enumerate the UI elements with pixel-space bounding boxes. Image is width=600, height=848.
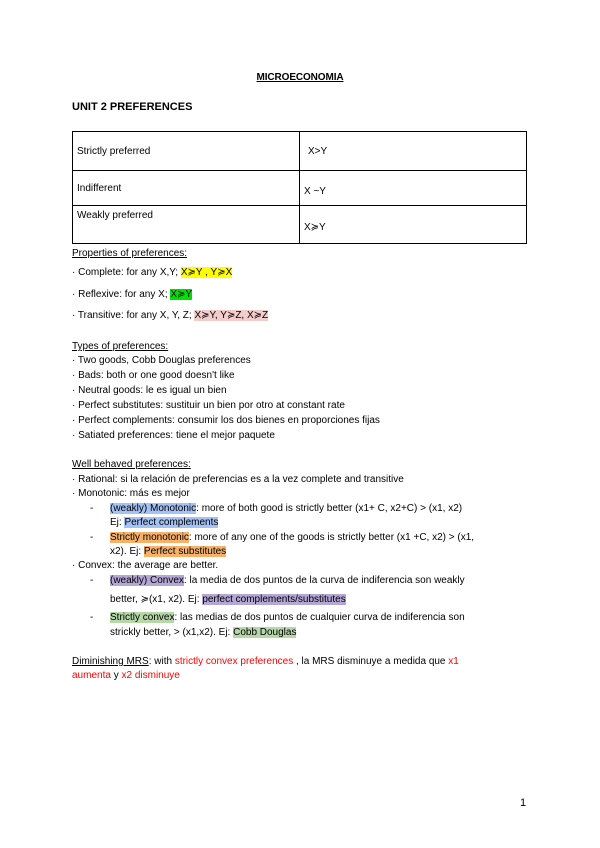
item-text: , la MRS disminuye a medida que bbox=[293, 656, 449, 667]
table-cell-label: Strictly preferred bbox=[73, 132, 300, 171]
list-item: · Satiated preferences: tiene el mejor paquete bbox=[72, 430, 275, 441]
item-text: : more of both good is strictly better (x1+ C, x2+C) > (x1, x2) bbox=[196, 503, 463, 514]
item-text: y bbox=[110, 670, 122, 681]
dash-bullet: - bbox=[90, 503, 94, 514]
dash-bullet: - bbox=[90, 532, 94, 543]
list-item: · Two goods, Cobb Douglas preferences bbox=[72, 355, 251, 366]
well-behaved-heading: Well behaved preferences: bbox=[72, 459, 191, 470]
highlight: Perfect substitutes bbox=[143, 546, 227, 557]
red-text: strictly convex preferences bbox=[174, 656, 294, 667]
highlight: X≽Y , Y≽X bbox=[180, 267, 233, 278]
highlight: Perfect complements bbox=[124, 517, 219, 528]
properties-heading: Properties of preferences: bbox=[72, 248, 188, 259]
sub-item-strictly-monotonic bbox=[90, 530, 474, 545]
highlight: (weakly) Convex bbox=[110, 575, 184, 586]
table-row bbox=[73, 132, 527, 171]
item-text: better, ≽(x1, x2). Ej: bbox=[110, 594, 203, 605]
property-text: · Transitive: for any X, Y, Z; bbox=[72, 310, 195, 321]
item-text: Ej: bbox=[110, 517, 125, 528]
highlight: perfect complements/substitutes bbox=[202, 594, 346, 605]
item-text: : la media de dos puntos de la curva de indiferencia son weakly bbox=[183, 575, 465, 586]
preferences-table bbox=[72, 131, 527, 244]
mrs-line-2 bbox=[72, 668, 180, 683]
page-number: 1 bbox=[520, 797, 527, 809]
sub-item-example bbox=[110, 515, 218, 530]
sub-item-weakly-monotonic bbox=[90, 501, 462, 516]
highlight: (weakly) Monotonic bbox=[110, 503, 197, 514]
highlight: Cobb Douglas bbox=[233, 627, 297, 638]
table-row bbox=[73, 206, 527, 244]
dash-bullet: - bbox=[90, 612, 94, 623]
sub-item-example bbox=[110, 592, 346, 607]
list-item: · Convex: the average are better. bbox=[72, 560, 219, 571]
red-text: x2 disminuye bbox=[121, 670, 180, 681]
table-cell-symbol: X ~Y bbox=[300, 171, 527, 206]
item-text: : more of any one of the goods is strictly better (x1 +C, x2) > (x1, bbox=[188, 532, 475, 543]
list-item: · Bads: both or one good doesn't like bbox=[72, 370, 235, 381]
types-heading: Types of preferences: bbox=[72, 341, 169, 352]
item-text: : with bbox=[148, 656, 175, 667]
red-text: x1 bbox=[448, 656, 459, 667]
item-text: strickly better, > (x1,x2). Ej: bbox=[110, 627, 234, 638]
unit-heading: UNIT 2 PREFERENCES bbox=[72, 101, 193, 113]
property-text: · Complete: for any X,Y; bbox=[72, 267, 181, 278]
list-item: · Perfect substitutes: sustituir un bien por otro at constant rate bbox=[72, 400, 345, 411]
sub-item-strictly-convex bbox=[90, 610, 465, 625]
highlight: Strictly convex bbox=[110, 612, 175, 623]
highlight: Strictly monotonic bbox=[110, 532, 189, 543]
property-complete bbox=[72, 265, 232, 280]
red-text: aumenta bbox=[72, 670, 111, 681]
item-text: : las medias de dos puntos de cualquier curva de indiferencia son bbox=[174, 612, 465, 623]
table-row bbox=[73, 171, 527, 206]
table-cell-label: Indifferent bbox=[73, 171, 300, 206]
mrs-heading: Diminishing MRS bbox=[72, 656, 149, 667]
property-text: · Reflexive: for any X; bbox=[72, 289, 171, 300]
property-reflexive bbox=[72, 287, 192, 302]
mrs-line-1 bbox=[72, 654, 459, 669]
highlight: X≽Y, Y≽Z, X≽Z bbox=[194, 310, 269, 321]
sub-item-example bbox=[110, 625, 296, 640]
list-item: · Monotonic: más es mejor bbox=[72, 488, 190, 499]
sub-item-weakly-convex bbox=[90, 573, 465, 588]
item-text: x2). Ej: bbox=[110, 546, 144, 557]
list-item: · Neutral goods: le es igual un bien bbox=[72, 385, 227, 396]
highlight: X≽Y bbox=[170, 289, 193, 300]
table-cell-symbol: X>Y bbox=[300, 132, 527, 171]
page-title: MICROECONOMIA bbox=[256, 72, 344, 83]
dash-bullet: - bbox=[90, 575, 94, 586]
sub-item-example bbox=[110, 544, 226, 559]
list-item: · Perfect complements: consumir los dos bienes en proporciones fijas bbox=[72, 415, 380, 426]
table-cell-symbol: X≽Y bbox=[300, 206, 527, 244]
property-transitive bbox=[72, 308, 268, 323]
table-cell-label: Weakly preferred bbox=[73, 206, 300, 244]
list-item: · Rational: si la relación de preferencias es a la vez complete and transitive bbox=[72, 474, 404, 485]
